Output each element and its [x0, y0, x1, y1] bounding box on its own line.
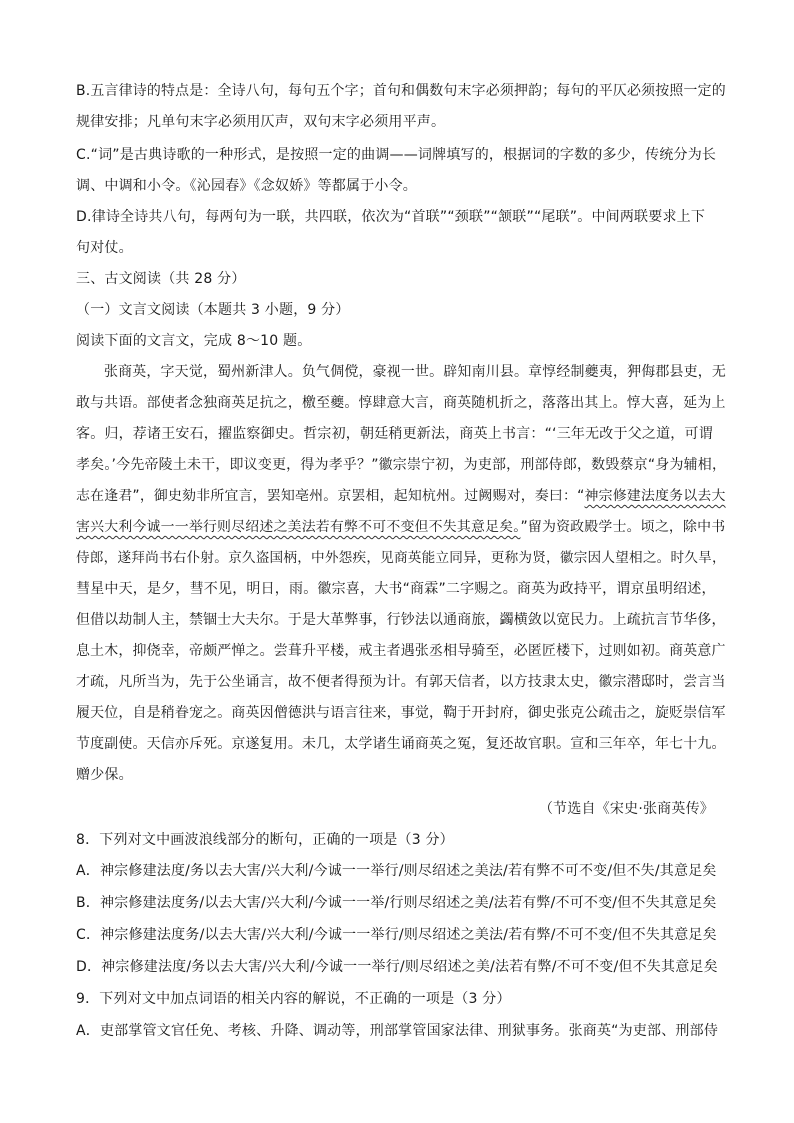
question-8-option-c: C．神宗修建法度务/以去大害/兴大利/今诚一一举行/则尽绍述之美法/若有弊/不可不变/但不失其意足矣 [76, 927, 717, 943]
passage-line-8: 彗星中天，是夕，彗不见，明日，雨。徽宗喜，大书“商霖”二字赐之。商英为政持平，谓京虽明绍述， [76, 581, 716, 597]
section-title: 三、古文阅读（共 28 分） [76, 271, 246, 287]
passage-line-1: 张商英，字天觉，蜀州新津人。负气倜傥，豪视一世。辟知南川县。章惇经制夔夷，狎侮郡县吏，无 [104, 364, 727, 380]
wavy-underlined-text-part-2: 害兴大利今诚一一举行则尽绍述之美法若有弊不可不变但不失其意足矣。 [76, 519, 521, 535]
option-c-line-2: 调、中调和小令。《沁园春》《念奴娇》等都属于小令。 [76, 178, 417, 194]
passage-line-7: 侍郎，遂拜尚书右仆射。京久盗国柄，中外怨疾，见商英能立同异，更称为贤，徽宗因人望相之。时久旱， [76, 550, 726, 566]
section-subtitle: （一）文言文阅读（本题共 3 小题，9 分） [76, 302, 350, 318]
passage-line-4: 孝矣。’今先帝陵土未干，即议变更，得为孝乎？”徽宗崇宁初，为吏部，刑部侍郎，数毁蔡京“身为辅相， [76, 457, 727, 473]
question-9-stem: 9．下列对文中加点词语的相关内容的解说，不正确的一项是（3 分） [76, 991, 511, 1007]
passage-line-12: 履天位，自是稍眷宠之。商英因僧德洪与语言往来，事觉，鞫于开封府，御史张克公疏击之，旋贬崇信军 [76, 705, 726, 721]
option-b-line-1: B.五言律诗的特点是：全诗八句，每句五个字；首句和偶数句末字必须押韵；每句的平仄必须按照一定的 [76, 83, 726, 99]
option-b-line-2: 规律安排；凡单句末字必须用仄声，双句末字必须用平声。 [76, 114, 446, 130]
wavy-underlined-text-part-1: 神宗修建法度务以去大 [584, 488, 726, 504]
passage-line-11: 才疏，凡所当为，先于公坐诵言，故不便者得预为计。有郭天信者，以方技隶太史，徽宗潜邸时，尝言当 [76, 674, 726, 690]
question-8-stem: 8．下列对文中画波浪线部分的断句，正确的一项是（3 分） [76, 832, 454, 848]
option-d-line-1: D.律诗全诗共八句，每两句为一联，共四联，依次为“首联”“颈联”“颔联”“尾联”。中间两联要求上下 [76, 209, 706, 225]
option-d-line-2: 句对仗。 [76, 240, 133, 256]
passage-line-5-text: 志在逢君”，御史劾非所宜言，罢知亳州。京罢相，起知杭州。过阙赐对，奏曰：“ [76, 488, 585, 504]
passage-line-13: 节度副使。天信亦斥死。京遂复用。未几，太学诸生诵商英之冤，复还故官职。宣和三年卒，年七十九。 [76, 736, 726, 752]
passage-source: （节选自《宋史·张商英传》 [538, 801, 714, 817]
passage-line-2: 敢与共语。部使者念独商英足抗之，檄至夔。惇肆意大言，商英随机折之，落落出其上。惇大喜，延为上 [76, 395, 726, 411]
question-8-option-a: A．神宗修建法度/务以去大害/兴大利/今诚一一举行/则尽绍述之美法/若有弊不可不变/但不失/其意足矣 [76, 863, 717, 879]
passage-line-14: 赠少保。 [76, 767, 133, 783]
option-c-line-1: C.“词”是古典诗歌的一种形式，是按照一定的曲调——词牌填写的，根据词的字数的多少，传统分为长 [76, 147, 717, 163]
passage-line-6-text: ”留为资政殿学士。顷之，除中书 [520, 519, 726, 535]
passage-line-10: 息土木，抑侥幸，帝颇严惮之。尝葺升平楼，戒主者遇张丞相导骑至，必匿匠楼下，过则如初。商英意广 [76, 643, 726, 659]
passage-line-6 [76, 516, 725, 538]
question-9-option-a: A．吏部掌管文官任免、考核、升降、调动等，刑部掌管国家法律、刑狱事务。张商英“为吏部、刑部侍 [76, 1023, 719, 1039]
passage-line-3: 客。归，荐诸王安石，擢监察御史。哲宗初，朝廷稍更新法，商英上书言：“‘三年无改于父之道，可谓 [76, 426, 713, 442]
question-8-option-b: B．神宗修建法度务/以去大害/兴大利/今诚一一举/行则尽绍述之美/法若有弊/不可不变/但不失其意足矣 [76, 895, 717, 911]
passage-line-9: 但借以劫制人主，禁锢士大夫尔。于是大革弊事，行钞法以通商旅，蠲横敛以宽民力。上疏抗言节华侈， [76, 612, 726, 628]
reading-instruction: 阅读下面的文言文，完成 8～10 题。 [76, 333, 312, 349]
question-8-option-d: D．神宗修建法度/务以去大害/兴大利/今诚一一举行/则尽绍述之美/法若有弊/不可不变/但不失其意足矣 [76, 959, 718, 975]
passage-line-5 [76, 485, 726, 507]
